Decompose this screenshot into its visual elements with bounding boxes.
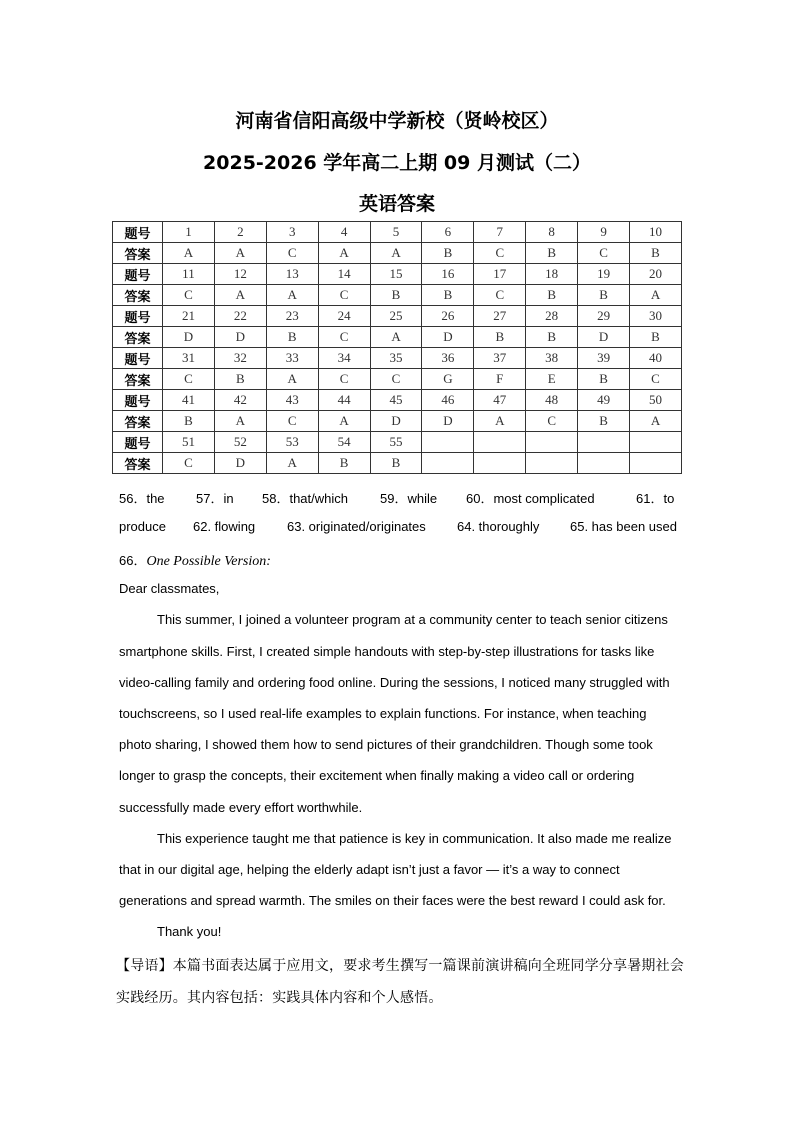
question-number-cell: 48 <box>526 390 578 411</box>
answer-letter-cell: A <box>266 285 318 306</box>
answer-label-cell: 答案 <box>113 411 163 432</box>
answer-label-cell: 答案 <box>113 243 163 264</box>
answer-row <box>113 411 682 432</box>
question-number-cell: 6 <box>422 222 474 243</box>
answer-letter-cell: A <box>630 411 682 432</box>
essay-line: This experience taught me that patience is key in communication. It also made me realize <box>157 831 672 846</box>
essay-line: photo sharing, I showed them how to send pictures of their grandchildren. Though some took <box>119 737 653 752</box>
letter-closing: Thank you! <box>157 924 222 939</box>
question-number-cell: 7 <box>474 222 526 243</box>
question-number-cell: 5 <box>370 222 422 243</box>
question-number-cell: 41 <box>163 390 215 411</box>
question-number-cell: 13 <box>266 264 318 285</box>
answer-letter-cell: D <box>214 327 266 348</box>
answer-letter-cell: B <box>370 453 422 474</box>
question-number-cell <box>474 432 526 453</box>
answer-letter-cell: C <box>318 285 370 306</box>
answer-letter-cell: A <box>214 243 266 264</box>
essay-line: longer to grasp the concepts, their excitement when finally making a video call or ordering <box>119 768 635 783</box>
guide-line-2: 实践经历。其内容包括：实践具体内容和个人感悟。 <box>116 990 443 1006</box>
answer-63: 63. originated/originates <box>287 519 426 534</box>
question-label-cell: 题号 <box>113 390 163 411</box>
writing-number: 66． <box>119 553 147 568</box>
answer-letter-cell: B <box>526 243 578 264</box>
answer-letter-cell: A <box>474 411 526 432</box>
answer-letter-cell: B <box>526 285 578 306</box>
question-number-cell: 23 <box>266 306 318 327</box>
question-number-cell: 44 <box>318 390 370 411</box>
question-number-cell: 29 <box>578 306 630 327</box>
question-number-cell <box>578 432 630 453</box>
question-number-cell: 47 <box>474 390 526 411</box>
question-number-cell: 30 <box>630 306 682 327</box>
answer-letter-cell: C <box>163 369 215 390</box>
essay-line: successfully made every effort worthwhile. <box>119 800 363 815</box>
question-number-cell: 36 <box>422 348 474 369</box>
answer-letter-cell: B <box>474 327 526 348</box>
question-number-cell: 38 <box>526 348 578 369</box>
question-number-cell: 26 <box>422 306 474 327</box>
answer-letter-cell <box>422 453 474 474</box>
answer-letter-cell <box>578 453 630 474</box>
answer-table <box>112 221 682 474</box>
answer-letter-cell: A <box>214 411 266 432</box>
question-number-cell: 46 <box>422 390 474 411</box>
question-number-cell: 42 <box>214 390 266 411</box>
answer-letter-cell: C <box>370 369 422 390</box>
question-number-cell: 54 <box>318 432 370 453</box>
answer-letter-cell <box>526 453 578 474</box>
question-label-cell: 题号 <box>113 264 163 285</box>
question-number-cell: 16 <box>422 264 474 285</box>
question-number-cell: 9 <box>578 222 630 243</box>
question-number-cell: 31 <box>163 348 215 369</box>
question-number-cell <box>630 432 682 453</box>
answer-61-cont: produce <box>119 519 166 534</box>
answer-letter-cell: C <box>163 453 215 474</box>
answer-letter-cell <box>630 453 682 474</box>
answer-letter-cell: A <box>318 243 370 264</box>
question-number-cell: 50 <box>630 390 682 411</box>
question-number-cell: 43 <box>266 390 318 411</box>
question-number-cell: 2 <box>214 222 266 243</box>
answer-56: 56．the <box>119 491 165 506</box>
question-number-cell: 53 <box>266 432 318 453</box>
answer-60: 60．most complicated <box>466 491 595 506</box>
answer-letter-cell: D <box>578 327 630 348</box>
essay-line: This summer, I joined a volunteer program at a community center to teach senior citizens <box>157 612 668 627</box>
question-number-cell: 4 <box>318 222 370 243</box>
answer-letter-cell: A <box>318 411 370 432</box>
answer-letter-cell: C <box>318 327 370 348</box>
question-number-cell: 55 <box>370 432 422 453</box>
answer-65: 65. has been used <box>570 519 677 534</box>
letter-greeting: Dear classmates, <box>119 581 220 596</box>
question-number-cell: 3 <box>266 222 318 243</box>
answer-letter-cell: B <box>318 453 370 474</box>
answer-57: 57．in <box>196 491 234 506</box>
answer-62: 62. flowing <box>193 519 256 534</box>
question-number-cell: 35 <box>370 348 422 369</box>
writing-heading <box>119 550 271 570</box>
answer-letter-cell: A <box>630 285 682 306</box>
question-number-cell: 27 <box>474 306 526 327</box>
question-number-cell <box>422 432 474 453</box>
question-number-row <box>113 222 682 243</box>
answer-letter-cell: G <box>422 369 474 390</box>
answer-label-cell: 答案 <box>113 285 163 306</box>
question-number-cell: 20 <box>630 264 682 285</box>
question-number-cell: 40 <box>630 348 682 369</box>
question-label-cell: 题号 <box>113 348 163 369</box>
question-number-cell: 28 <box>526 306 578 327</box>
answer-letter-cell: F <box>474 369 526 390</box>
answer-row <box>113 369 682 390</box>
answer-61: 61．to <box>636 491 675 506</box>
answer-letter-cell: B <box>163 411 215 432</box>
question-number-cell: 25 <box>370 306 422 327</box>
question-number-cell: 34 <box>318 348 370 369</box>
answer-label-cell: 答案 <box>113 453 163 474</box>
question-number-cell: 8 <box>526 222 578 243</box>
answer-letter-cell: D <box>422 327 474 348</box>
question-number-cell: 39 <box>578 348 630 369</box>
answer-letter-cell: B <box>630 327 682 348</box>
writing-heading-text: One Possible Version: <box>146 554 271 569</box>
answer-letter-cell: A <box>266 453 318 474</box>
answer-letter-cell: C <box>526 411 578 432</box>
question-number-cell: 17 <box>474 264 526 285</box>
subject-title: 英语答案 <box>358 193 435 215</box>
answer-row <box>113 453 682 474</box>
question-number-row <box>113 306 682 327</box>
answer-letter-cell: C <box>266 411 318 432</box>
answer-row <box>113 243 682 264</box>
essay-line: that in our digital age, helping the elderly adapt isn’t just a favor — it’s a way to connect <box>119 862 620 877</box>
question-label-cell: 题号 <box>113 432 163 453</box>
essay-line: video-calling family and ordering food online. During the sessions, I noticed many struggled with <box>119 675 670 690</box>
question-number-cell: 22 <box>214 306 266 327</box>
answer-58: 58．that/which <box>262 491 348 506</box>
answer-row <box>113 327 682 348</box>
answer-letter-cell: C <box>163 285 215 306</box>
answer-letter-cell: B <box>422 285 474 306</box>
question-number-cell: 12 <box>214 264 266 285</box>
question-number-row <box>113 432 682 453</box>
answer-letter-cell: C <box>474 285 526 306</box>
question-number-cell: 10 <box>630 222 682 243</box>
answer-letter-cell: D <box>163 327 215 348</box>
question-number-cell: 21 <box>163 306 215 327</box>
answer-letter-cell: D <box>370 411 422 432</box>
answer-letter-cell: C <box>318 369 370 390</box>
essay-line: smartphone skills. First, I created simple handouts with step-by-step illustrations for tasks like <box>119 644 655 659</box>
question-number-cell: 24 <box>318 306 370 327</box>
answer-59: 59．while <box>380 491 438 506</box>
question-number-cell: 45 <box>370 390 422 411</box>
answer-letter-cell: B <box>422 243 474 264</box>
answer-letter-cell: D <box>214 453 266 474</box>
question-number-cell: 11 <box>163 264 215 285</box>
answer-letter-cell: B <box>526 327 578 348</box>
question-number-cell: 19 <box>578 264 630 285</box>
answer-64: 64. thoroughly <box>457 519 540 534</box>
answer-letter-cell: B <box>578 285 630 306</box>
answer-letter-cell: B <box>214 369 266 390</box>
question-number-cell: 49 <box>578 390 630 411</box>
answer-letter-cell <box>474 453 526 474</box>
answer-letter-cell: A <box>370 327 422 348</box>
question-number-cell: 15 <box>370 264 422 285</box>
question-number-cell: 37 <box>474 348 526 369</box>
answer-letter-cell: A <box>163 243 215 264</box>
question-label-cell: 题号 <box>113 306 163 327</box>
question-number-cell <box>526 432 578 453</box>
answer-letter-cell: C <box>630 369 682 390</box>
answer-letter-cell: B <box>266 327 318 348</box>
answer-letter-cell: B <box>630 243 682 264</box>
essay-line: generations and spread warmth. The smiles on their faces were the best reward I could ask for. <box>119 893 666 908</box>
answer-letter-cell: C <box>266 243 318 264</box>
question-number-row <box>113 390 682 411</box>
question-number-cell: 51 <box>163 432 215 453</box>
answer-letter-cell: A <box>214 285 266 306</box>
question-number-cell: 33 <box>266 348 318 369</box>
question-number-cell: 14 <box>318 264 370 285</box>
answer-label-cell: 答案 <box>113 369 163 390</box>
answer-letter-cell: C <box>474 243 526 264</box>
question-number-cell: 1 <box>163 222 215 243</box>
answer-row <box>113 285 682 306</box>
question-number-row <box>113 348 682 369</box>
essay-line: touchscreens, so I used real-life examples to explain functions. For instance, when teaching <box>119 706 647 721</box>
question-label-cell: 题号 <box>113 222 163 243</box>
question-number-cell: 18 <box>526 264 578 285</box>
exam-title: 2025-2026 学年高二上期 09 月测试（二） <box>203 152 591 174</box>
answer-letter-cell: A <box>266 369 318 390</box>
answer-letter-cell: A <box>370 243 422 264</box>
answer-letter-cell: C <box>578 243 630 264</box>
question-number-row <box>113 264 682 285</box>
answer-letter-cell: B <box>578 369 630 390</box>
answer-letter-cell: D <box>422 411 474 432</box>
question-number-cell: 32 <box>214 348 266 369</box>
school-title: 河南省信阳高级中学新校（贤岭校区） <box>235 110 559 132</box>
answer-letter-cell: B <box>370 285 422 306</box>
answer-letter-cell: B <box>578 411 630 432</box>
answer-label-cell: 答案 <box>113 327 163 348</box>
answer-letter-cell: E <box>526 369 578 390</box>
question-number-cell: 52 <box>214 432 266 453</box>
guide-line-1: 【导语】本篇书面表达属于应用文，要求考生撰写一篇课前演讲稿向全班同学分享暑期社会 <box>116 958 684 974</box>
